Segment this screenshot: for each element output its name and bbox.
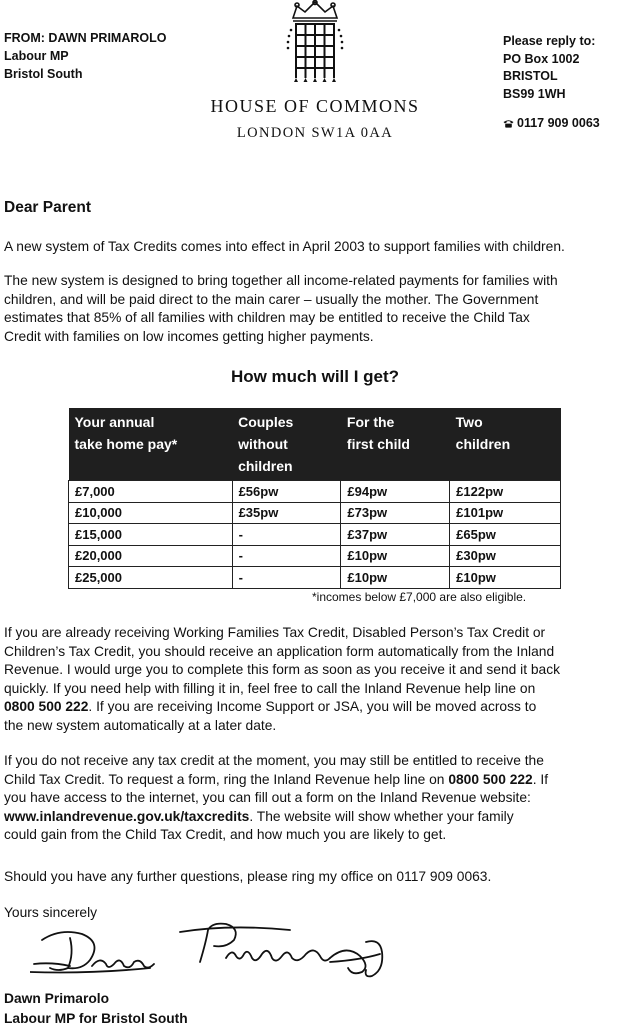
section-heading: How much will I get?: [230, 367, 400, 386]
paragraph-line: If you do not receive any tax credit at the moment, you may still be entitled to receive the: [4, 753, 544, 768]
table-row: [69, 524, 561, 546]
table-cell: £37pw: [341, 524, 450, 546]
closing-line: Yours sincerely: [4, 905, 98, 920]
paragraph-intro: [4, 238, 630, 257]
table-cell: £10pw: [450, 567, 561, 589]
table-cell: £56pw: [232, 481, 341, 503]
reply-label: Please reply to:: [503, 34, 596, 48]
reply-phone: [503, 115, 600, 133]
paragraph-line: Credit with families on low incomes getting higher payments.: [4, 328, 374, 344]
table-cell: £25,000: [69, 567, 233, 589]
helpline-number: 0800 500 222: [448, 771, 533, 787]
paragraph-line: you have access to the internet, you can fill out a form on the Inland Revenue website:: [4, 790, 531, 805]
header-take-home-pay: Your annual take home pay*: [69, 408, 233, 481]
signatory-name: Dawn Primarolo: [4, 991, 110, 1006]
table-row: [69, 502, 561, 524]
table-cell: £122pw: [450, 481, 561, 503]
table-cell: £10pw: [341, 545, 450, 567]
table-cell: £10pw: [341, 567, 450, 589]
house-address: LONDON SW1A 0AA: [236, 125, 394, 141]
paragraph-line: Should you have any further questions, please ring my office on 0117 909 0063.: [4, 869, 492, 884]
table-cell: £65pw: [450, 524, 561, 546]
table-cell: £101pw: [450, 502, 561, 524]
paragraph-line: If you are already receiving Working Families Tax Credit, Disabled Person’s Tax Credit or: [4, 625, 546, 640]
table-cell: -: [232, 545, 341, 567]
reply-po-box: PO Box 1002: [503, 51, 580, 66]
signature-image: [30, 918, 410, 986]
sender-name: FROM: DAWN PRIMAROLO: [4, 31, 167, 45]
paragraph-line: A new system of Tax Credits comes into effect in April 2003 to support families with children.: [4, 239, 565, 254]
header-first-child: For the first child: [341, 408, 450, 481]
paragraph-contact: [4, 868, 630, 887]
paragraph-line: Child Tax Credit. To request a form, ring the Inland Revenue help line on 0800 500 222. If: [4, 771, 549, 787]
signatory-title: Labour MP for Bristol South: [4, 1011, 188, 1026]
table-cell: £10,000: [69, 502, 233, 524]
paragraph-line: quickly. If you need help with filling it in, feel free to call the Inland Revenue help line on: [4, 680, 536, 696]
paragraph-line: The new system is designed to bring together all income-related payments for families with: [4, 273, 558, 288]
paragraph-system: [4, 272, 630, 346]
telephone-icon: [503, 119, 514, 128]
helpline-number: 0800 500 222: [4, 699, 89, 714]
table-cell: -: [232, 524, 341, 546]
table-cell: £94pw: [341, 481, 450, 503]
table-cell: £35pw: [232, 502, 341, 524]
table-row: [69, 545, 561, 567]
table-header-row: [69, 408, 561, 481]
reply-city: BRISTOL: [503, 69, 558, 83]
header-two-children: Two children: [450, 408, 561, 481]
reply-phone-number: 0117 909 0063: [517, 116, 600, 130]
table-row: [69, 567, 561, 589]
table-row: [69, 481, 561, 503]
table-cell: £20,000: [69, 545, 233, 567]
signoff-block: [4, 989, 188, 1029]
website-url: www.inlandrevenue.gov.uk/taxcredits: [4, 808, 250, 824]
paragraph-new-applicants: [4, 752, 630, 845]
paragraph-line: estimates that 85% of all families with children may be entitled to receive the Child Tax: [4, 310, 530, 325]
salutation: Dear Parent: [4, 199, 92, 216]
paragraph-line: the new system automatically at a later date.: [4, 717, 277, 733]
reply-postcode: BS99 1WH: [503, 86, 566, 101]
tax-credit-table: [68, 408, 561, 589]
table-cell: £73pw: [341, 502, 450, 524]
table-cell: £7,000: [69, 481, 233, 503]
table-cell: £30pw: [450, 545, 561, 567]
table-footnote: *incomes below £7,000 are also eligible.: [312, 590, 527, 604]
table-cell: -: [232, 567, 341, 589]
header-couples-without-children: Couples without children: [232, 408, 341, 481]
paragraph-line: 0800 500 222. If you are receiving Income Support or JSA, you will be moved across to: [4, 699, 537, 714]
paragraph-line: Children’s Tax Credit, you should receive an application form automatically from the Inland: [4, 643, 555, 659]
table-cell: £15,000: [69, 524, 233, 546]
paragraph-line: www.inlandrevenue.gov.uk/taxcredits. The website will show whether your family: [4, 808, 514, 824]
paragraph-line: Revenue. I would urge you to complete this form as soon as you receive it and send it back: [4, 662, 561, 677]
paragraph-line: could gain from the Child Tax Credit, and how much you are likely to get.: [4, 827, 447, 842]
sender-role: Labour MP: [4, 49, 69, 63]
paragraph-existing-credits: [4, 624, 630, 735]
sender-constituency: Bristol South: [4, 67, 83, 81]
reply-block: [503, 33, 600, 133]
paragraph-line: children, and will be paid direct to the main carer – usually the mother. The Government: [4, 291, 539, 307]
house-name: HOUSE OF COMMONS: [210, 96, 420, 116]
portcullis-crest-icon: [283, 0, 347, 86]
sender-block: [4, 29, 166, 83]
